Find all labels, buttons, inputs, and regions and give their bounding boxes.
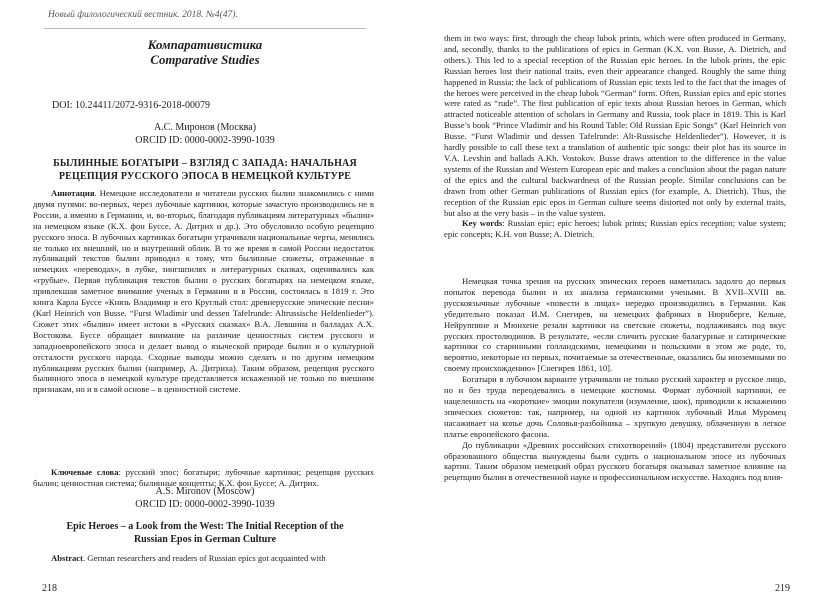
page-number-right: 219 <box>775 583 790 594</box>
author-en: A.S. Mironov (Moscow) <box>155 486 255 497</box>
section-title-ru: Компаративистика <box>147 38 263 52</box>
section-title-en: Comparative Studies <box>150 53 260 67</box>
body-paragraph-1: Немецкая точка зрения на русских эпических героев наметилась задолго до первых попыток перевода былин и их анализа германскими учеными. В XVII–XVIII вв. русскоязычные лубочные «повести в лицах» нередко производились в Германии. Как убедительно показал И.М. Снегирев, на немецких фабриках в Нюрнберге, Кельне, Нейруппине и Мюнхене резали картинки на светские сюжеты, подлаживаясь под вкус русских простолюдинов. В результате, «если сличить русские балагурные и сатирические картинки со старинными голландскими, немецкими и польскими в этом же роде, то, вероятно, некоторые из первых, почитаемые за отечественные, оказались бы иноземными по своему происхождению» [Снегирев 1861, 10]. <box>444 276 786 374</box>
body-paragraph-3: До публикации «Древних российских стихотворений» (1804) представители русского образованного общества вынуждены были судить о национальном эпосе из лубочных картин. Таким образом немецкий образ русского богатыря оказывал заметное влияние на рецепцию былин в отечественной науке и профессиональном искусстве. Находясь под влия- <box>444 439 786 483</box>
abstract-en-cont-text: them in two ways: first, through the cheap lubok prints, which were often produced in Germany, and, secondly, thanks to the publications of epics in German (K.X. von Busse, A. Dietrich, and others.). This led to a special reception of the Russian epic heroes. In the lubok prints, the epic Russian heroes lost their national traits, even their appearance changed. Roughly the same thing happened in Russia; the lack of publications of Russian epic texts led to the fact that the images of the heroes were perceived in the cheap lubok “German” form. Often, Russian epics and epic stories were rated as “rude”. The first publication of epic texts about Russian heroes in German, which attracted noticeable attention of scholars in Germany and Russia, took place in 1819. This is Karl Busse’s book “Prince Vladimir and his Round Table: Old Russian Epic Songs” (Karl Heinrich von Busse. “Furst Wladimir und dessen Tafelrunde: Alt-Russische Heldenlieder”). However, it is hardly possible to call these text a translation of authentic tpic songs: their plot has its source in V.A. Levshin and ballads A.Kh. Vostokov. Busse draws attention to the difference in the value systems of the Russian and Western European epic and makes a conclusion about the pagan nature of the epics and the cultural backwardness of the Russian people. Similar conclusions can be drawn from other German publications of Russian epics (for example, A. Dietrich). Thus, the reception of the Russian epic epos in German culture seems distorted not only by external traits, but also at the very basis – in the value system. <box>444 33 786 218</box>
keywords-en-text: : Russian epic; epic heroes; lubok prints; Russian epics reception; value system; epic concepts; K.H. von Busse; A. Dietrich. <box>444 218 786 240</box>
abstract-en-start-text: . German researchers and readers of Russian epics got acquainted with <box>82 553 326 563</box>
orcid-en: ORCID ID: 0000-0002-3990-1039 <box>135 499 275 510</box>
abstract-en-continued <box>444 33 786 240</box>
doi: DOI: 10.24411/2072-9316-2018-00079 <box>52 100 210 111</box>
keywords-ru-text: : русский эпос; богатыри; лубочные картинки; рецепция русских былин; ценностная система; былинные концепты; К.Х. фон Буссе; А. Дитрих. <box>33 467 374 488</box>
body-text <box>444 276 786 483</box>
abstract-ru-text: . Немецкие исследователи и читатели русских былин знакомились с ними двумя путями: во-первых, через лубочные картинки, которые зачастую производились не в России, а именно в Германии, и, во-вторых, благодаря публикациям литературных «былин» на немецком языке (К.Х. фон Буссе, А. Дитрих и др.). Это обусловило особую рецепцию русского эпоса. В лубочных картинках богатыри утрачивали национальные черты, менялись не только их внешний, но и внутренний облик. В то же время в самой России недостаток публикаций текстов былин приводил к тому, что былинные сюжеты, отраженные в немецких «переводах», в лубке, зингшпилях и литературных сказках, оценивались как «грубые». Первая публикация текстов былин о русских богатырях на немецком языке, привлекшая заметное внимание ученых в Германии и в России, состоялась в 1819 г. Это книга Карла Буссе «Князь Владимир и его Круглый стол: древнерусские эпические песни» (Karl Heinrich von Busse. “Furst Wladimir und dessen Tafelrunde: Altrussische Heldenlieder”). Сюжет этих «былин» имеет истоки в «Русских сказках» В.А. Левшина и балладах А.Х. Востокова. Буссе обращает внимание на различие ценностных систем русского и западноевропейского эпоса и делает вывод о языческой природе былин и о культурной отсталости русского народа. Сходные выводы можно сделать и по другим немецким публикациям русских былин (например, А. Дитриха). Таким образом, рецепция русского былинного эпоса в немецкой культуре представляется искаженной не только по внешним признакам, но и в самой основе – в ценностной системе. <box>33 188 374 395</box>
author-ru: А.С. Миронов (Москва) <box>153 122 257 133</box>
running-head: Новый филологический вестник. 2018. №4(47). <box>48 10 238 20</box>
keywords-ru-label: Ключевые слова <box>51 467 119 477</box>
abstract-ru-label: Аннотация <box>51 188 95 198</box>
title-en-line2: Russian Epos in German Culture <box>133 533 277 545</box>
body-paragraph-2: Богатыри в лубочном варианте утрачивали не только русский характер и русское лицо, но и без труда переодевались в немецкие костюмы. Формат лубочной картинки, ее нацеленность на «короткие» эмоции покупателя (изумление, шок), приводили к искажению эпических сюжетов: так, например, на одной из картинок лубочный Илья Муромец насаживает на копье дочь Соловья-разбойника – хрупкую девушку, облаченную в легкое платье европейского фасона. <box>444 374 786 439</box>
keywords-en-label: Key words <box>462 218 503 229</box>
abstract-en-label: Abstract <box>51 553 83 563</box>
title-ru-line2: РЕЦЕПЦИЯ РУССКОГО ЭПОСА В НЕМЕЦКОЙ КУЛЬТУРЕ <box>58 170 352 182</box>
title-ru-line1: БЫЛИННЫЕ БОГАТЫРИ – ВЗГЛЯД С ЗАПАДА: НАЧАЛЬНАЯ <box>53 158 357 169</box>
page-number-left: 218 <box>42 583 57 594</box>
title-en-line1: Epic Heroes – a Look from the West: The Initial Reception of the <box>66 521 344 532</box>
orcid-ru: ORCID ID: 0000-0002-3990-1039 <box>135 135 275 146</box>
